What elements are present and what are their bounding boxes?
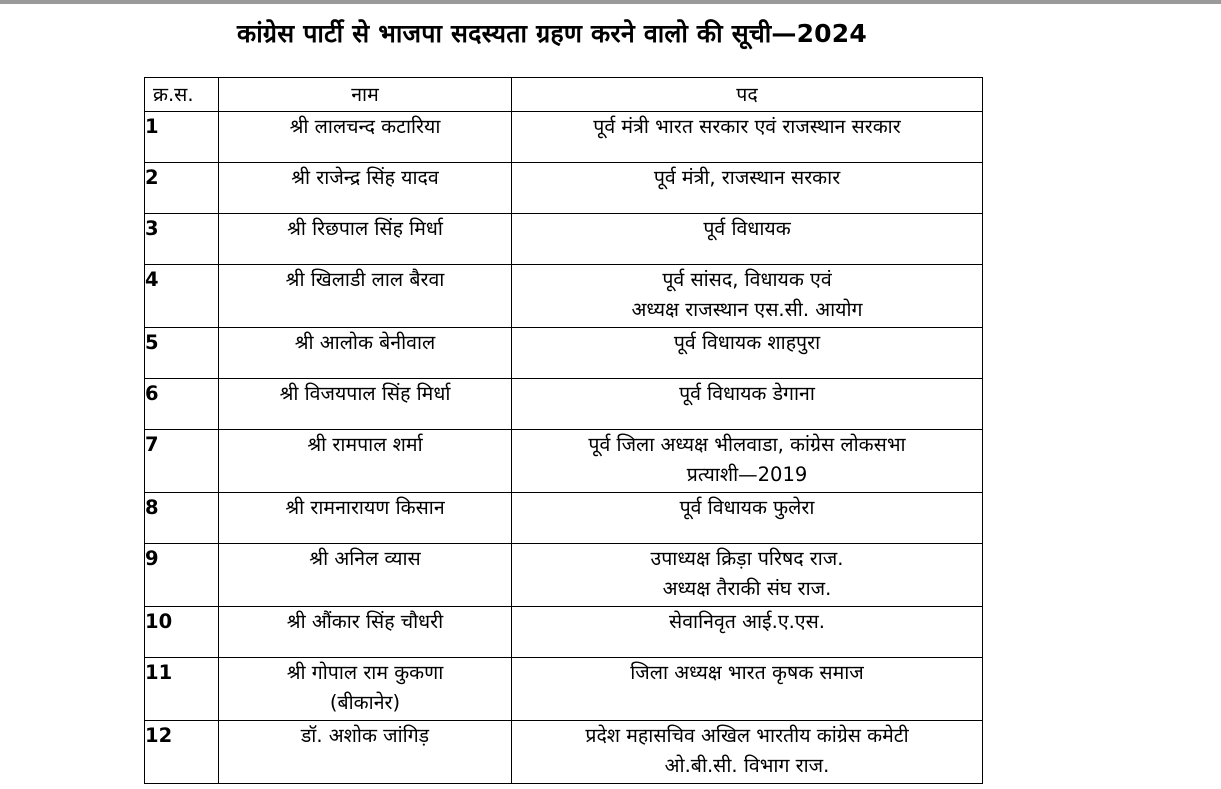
name-line: डॉ. अशोक जांगिड़ [300,724,430,747]
cell-name [219,163,512,214]
members-table [144,77,983,784]
cell-serial: 8 [145,493,219,544]
post-line: पूर्व जिला अध्यक्ष भीलवाडा, कांग्रेस लोकसभा [588,433,906,456]
table-row [145,607,983,658]
name-line: श्री औंकार सिंह चौधरी [286,610,444,633]
cell-post [512,265,983,328]
name-line: श्री रामनारायण किसान [285,496,445,519]
cell-name [219,112,512,163]
cell-serial: 2 [145,163,219,214]
cell-name [219,493,512,544]
name-line: श्री आलोक बेनीवाल [294,331,436,354]
cell-post [512,493,983,544]
cell-post [512,328,983,379]
post-line: पूर्व विधायक डेगाना [679,382,815,405]
post-line: अध्यक्ष राजस्थान एस.सी. आयोग [631,298,863,321]
cell-post [512,544,983,607]
name-line: श्री विजयपाल सिंह मिर्धा [279,382,451,405]
table-row [145,658,983,721]
name-line: श्री अनिल व्यास [309,547,421,570]
cell-serial: 7 [145,430,219,493]
cell-serial: 11 [145,658,219,721]
table-row [145,112,983,163]
post-line: ओ.बी.सी. विभाग राज. [664,754,830,777]
table-body [145,112,983,784]
name-line: श्री खिलाडी लाल बैरवा [285,268,445,291]
cell-post [512,214,983,265]
post-line: जिला अध्यक्ष भारत कृषक समाज [630,661,864,684]
cell-serial: 10 [145,607,219,658]
table-row [145,430,983,493]
cell-name [219,214,512,265]
cell-serial: 9 [145,544,219,607]
post-line: सेवानिवृत आई.ए.एस. [669,610,825,633]
post-line: पूर्व विधायक [703,217,791,240]
name-line: (बीकानेर) [329,691,401,714]
table-row [145,163,983,214]
table-row [145,379,983,430]
top-border [0,0,1221,4]
post-line: उपाध्यक्ष क्रिड़ा परिषद राज. [650,547,844,570]
header-post: पद [512,78,983,112]
header-serial: क्र.स. [145,78,219,112]
table-row [145,721,983,784]
table-row [145,214,983,265]
cell-post [512,112,983,163]
name-line: श्री राजेन्द्र सिंह यादव [291,166,439,189]
post-line: प्रदेश महासचिव अखिल भारतीय कांग्रेस कमेटी [585,724,909,747]
cell-post [512,721,983,784]
post-line: पूर्व मंत्री भारत सरकार एवं राजस्थान सरकार [593,115,901,138]
cell-post [512,607,983,658]
name-line: श्री रिछपाल सिंह मिर्धा [287,217,443,240]
cell-name [219,721,512,784]
table-row [145,265,983,328]
document-title: कांग्रेस पार्टी से भाजपा सदस्यता ग्रहण करने वालो की सूची—2024 [237,19,867,48]
cell-serial: 1 [145,112,219,163]
cell-serial: 12 [145,721,219,784]
cell-name [219,328,512,379]
table-row [145,493,983,544]
cell-name [219,379,512,430]
cell-post [512,658,983,721]
post-line: पूर्व विधायक शाहपुरा [673,331,821,354]
header-name: नाम [219,78,512,112]
cell-serial: 3 [145,214,219,265]
table-row [145,544,983,607]
cell-serial: 6 [145,379,219,430]
cell-name [219,265,512,328]
post-line: पूर्व सांसद, विधायक एवं [662,268,832,291]
post-line: पूर्व विधायक फुलेरा [679,496,815,519]
cell-name [219,430,512,493]
cell-serial: 5 [145,328,219,379]
name-line: श्री रामपाल शर्मा [307,433,423,456]
name-line: श्री गोपाल राम कुकणा [286,661,444,684]
cell-name [219,544,512,607]
post-line: प्रत्याशी—2019 [686,463,808,486]
post-line: पूर्व मंत्री, राजस्थान सरकार [653,166,841,189]
name-line: श्री लालचन्द कटारिया [289,115,441,138]
cell-post [512,430,983,493]
cell-serial: 4 [145,265,219,328]
cell-post [512,379,983,430]
cell-name [219,607,512,658]
cell-name [219,658,512,721]
table-row [145,328,983,379]
table-header-row [145,78,983,112]
cell-post [512,163,983,214]
post-line: अध्यक्ष तैराकी संघ राज. [662,577,832,600]
